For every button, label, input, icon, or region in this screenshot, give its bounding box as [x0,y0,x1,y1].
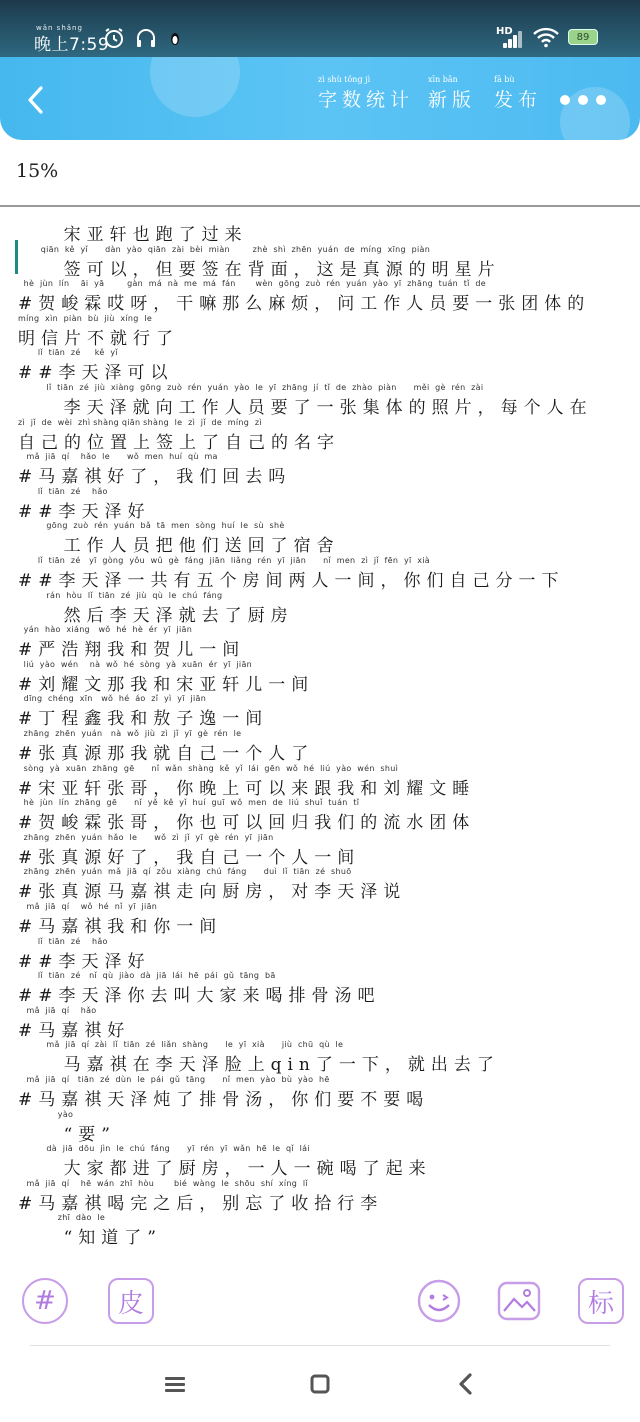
pinyin-ruby: míng xìn piàn bù jiù xíng le [18,313,153,323]
headphones-icon [134,26,158,50]
text-line [18,1040,628,1076]
line-text: 马嘉祺在李天泽脸上qin了一下，就出去了 [18,1055,500,1076]
pinyin-ruby: lǐ tiān zé hǎo [18,936,108,946]
line-text: #贺峻霖张哥，你也可以回归我们的流水团体 [18,813,476,834]
battery-indicator: 89 [568,29,598,45]
pinyin-ruby: mǎ jiā qí wǒ hé nǐ yī jiān [18,902,158,911]
publish-label: 发布 [494,89,543,111]
pinyin-ruby: mǎ jiā qí tiān zé dùn le pái gǔ tāng nǐ men yào bù yào hē [18,1075,330,1084]
pinyin-ruby: gōng zuò rén yuán bǎ tā men sòng huí le sù shè [18,521,285,531]
text-line [18,521,628,557]
line-text: #张真源好了，我自己一个人一间 [18,847,361,868]
pinyin-ruby: qiān kě yǐ dàn yào qiān zài bèi miàn zhè shì zhēn yuán de míng xīng piàn [18,244,431,254]
pinyin-ruby: dīng chéng xīn wǒ hé áo zǐ yì yī jiān [18,694,207,704]
text-line [18,902,628,937]
new-version-ruby: xīn bǎn [428,75,458,84]
text-line [18,1005,628,1041]
publish-ruby: fā bù [494,75,515,84]
text-line [18,625,628,661]
line-text: #严浩翔我和贺儿一间 [18,640,246,661]
text-line [18,936,628,972]
clock: 晚上7:59 [34,35,110,55]
text-line [18,798,628,834]
text-line [18,867,628,903]
line-text: 李天泽就向工作人员要了一张集体的照片，每个人在 [18,398,593,418]
text-line [18,1178,628,1214]
alarm-icon [102,26,126,50]
divider [30,1345,610,1346]
line-text: 然后李天泽就去了厨房 [18,605,294,626]
pinyin-ruby: lǐ tiān zé hǎo [18,486,108,496]
wifi-icon [532,26,560,48]
line-text: ##李天泽好 [18,501,151,522]
line-text: #马嘉祺好了，我们回去吗 [18,467,292,488]
text-line [18,244,628,280]
hashtag-button[interactable] [22,1278,68,1324]
more-dots-icon[interactable] [560,95,606,107]
line-text: #张真源那我就自己一个人了 [18,744,315,764]
line-text: #贺峻霖哎呀，干嘛那么麻烦，问工作人员要一张团体的 [18,294,591,315]
pinyin-ruby: lǐ tiān zé jiù xiàng gōng zuò rén yuán yào le yī zhāng jí tǐ de zhào piàn měi gè rén zài [18,383,484,392]
mark-button[interactable] [578,1278,624,1324]
pinyin-ruby: lǐ tiān zé kě yǐ [18,348,118,358]
line-text: “知道了” [18,1228,162,1249]
pinyin-ruby: sòng yà xuān zhāng gē nǐ wǎn shàng kě yǐ lái gēn wǒ hé liú yào wén shuì [18,763,399,773]
text-line [18,1109,628,1145]
network-type: HD [496,26,513,37]
line-text: #宋亚轩张哥，你晚上可以来跟我和刘耀文睡 [18,778,476,799]
text-line [18,313,628,349]
pinyin-ruby: zhāng zhēn yuán hǎo le wǒ zì jǐ yī gè rén yī jiān [18,832,274,842]
text-line [18,556,628,591]
editor-content[interactable] [0,210,640,1250]
text-line [18,383,628,418]
text-line [18,694,628,730]
text-line [18,1144,628,1180]
line-text: ##李天泽一共有五个房间两人一间，你们自己分一下 [18,571,565,591]
pinyin-ruby: zhāng zhēn yuán nà wǒ jiù zì jǐ yī gè rén le [18,729,242,738]
new-version-button[interactable] [428,75,477,112]
text-line [18,729,628,764]
text-line [18,590,628,626]
line-text: #马嘉祺好 [18,1020,131,1041]
line-text: 大家都进了厨房，一人一碗喝了起来 [18,1159,432,1180]
pinyin-ruby: mǎ jiā qí hē wán zhī hòu bié wàng le shōu shí xíng lǐ [18,1178,308,1188]
signal-icon [497,30,523,48]
pinyin-ruby: yào [18,1109,74,1119]
text-line [18,348,628,384]
status-bar [0,0,640,60]
pinyin-ruby: mǎ jiā qí zài lǐ tiān zé liǎn shàng le yī xià jiù chū qù le [18,1040,344,1050]
pinyin-ruby: hè jùn lín āi yā gàn má nà me má fán wèn gōng zuò rén yuán yào yī zhāng tuán tǐ de [18,279,486,289]
image-icon[interactable] [496,1278,542,1324]
pinyin-ruby: lǐ tiān zé yī gòng yǒu wǔ gè fáng jiān liǎng rén yī jiān nǐ men zì jǐ fēn yī xià [18,556,430,565]
text-line [18,1075,628,1110]
pinyin-ruby: rán hòu lǐ tiān zé jiù qù le chú fáng [18,590,223,600]
word-count-button[interactable] [318,75,415,112]
text-line [18,971,628,1007]
text-line [18,210,628,245]
line-text: #马嘉祺喝完之后，别忘了收拾行李 [18,1193,384,1214]
pinyin-ruby: zhī dào le [18,1213,106,1223]
divider [0,205,640,207]
line-text: #丁程鑫我和敖子逸一间 [18,709,269,730]
pinyin-ruby: lǐ tiān zé nǐ qù jiào dà jiā lái hē pái gǔ tāng bā [18,971,276,981]
line-text: 明信片不就行了 [18,328,179,349]
line-text: #刘耀文那我和宋亚轩儿一间 [18,674,315,695]
pinyin-ruby: dà jiā dōu jìn le chú fáng yī rén yī wǎn hē le qǐ lái [18,1144,310,1154]
line-text: 宋亚轩也跑了过来 [18,225,248,245]
line-text: “要” [18,1124,116,1145]
line-text: ##李天泽你去叫大家来喝排骨汤吧 [18,986,381,1007]
new-version-label: 新版 [428,89,477,111]
line-text: #马嘉祺我和你一间 [18,917,223,937]
pinyin-ruby: mǎ jiā qí hǎo [18,1005,97,1015]
pinyin-ruby: zì jǐ de wèi zhì shàng qiān shàng le zì jǐ de míng zì [18,417,262,427]
skin-button[interactable] [108,1278,154,1324]
publish-button[interactable] [494,75,543,112]
penguin-icon [168,32,182,46]
app-header [0,57,640,140]
progress-indicator: 15% [16,160,59,182]
hashtag-label: # [22,1278,68,1324]
word-count-ruby: zì shù tǒng jì [318,75,371,84]
text-line [18,659,628,695]
line-text: 签可以，但要签在背面，这是真源的明星片 [18,259,501,280]
mark-label: 标 [578,1278,624,1324]
word-count-label: 字数统计 [318,89,415,111]
pinyin-ruby: mǎ jiā qí hǎo le wǒ men huí qù ma [18,452,218,462]
text-line [18,832,628,868]
pinyin-ruby: yán hào xiáng wǒ hé hè ér yī jiān [18,625,193,635]
text-line [18,763,628,799]
text-line [18,486,628,522]
text-line [18,1213,628,1249]
line-text: #张真源马嘉祺走向厨房，对李天泽说 [18,882,407,903]
line-text: #马嘉祺天泽炖了排骨汤，你们要不要喝 [18,1090,430,1110]
text-line [18,279,628,315]
line-text: 工作人员把他们送回了宿舍 [18,536,340,557]
line-text: ##李天泽可以 [18,363,174,384]
chevron-left-icon[interactable] [22,85,52,115]
back-icon[interactable] [452,1370,482,1398]
time-ruby: wǎn shǎng [36,24,83,32]
pinyin-ruby: zhāng zhēn yuán mǎ jiā qí zǒu xiàng chú fáng duì lǐ tiān zé shuō [18,867,352,877]
line-text: 自己的位置上签上了自己的名字 [18,432,340,453]
line-text: ##李天泽好 [18,951,151,972]
smiley-icon[interactable] [416,1278,462,1324]
text-line [18,417,628,453]
menu-icon[interactable] [160,1370,190,1398]
pinyin-ruby: liú yào wén nà wǒ hé sòng yà xuān ér yī jiān [18,659,253,669]
pinyin-ruby: hè jùn lín zhāng gē nǐ yě kě yǐ huí guī wǒ men de liú shuǐ tuán tǐ [18,798,360,808]
text-line [18,452,628,488]
home-icon[interactable] [305,1370,335,1398]
header-decoration [150,57,240,117]
skin-label: 皮 [108,1278,154,1324]
